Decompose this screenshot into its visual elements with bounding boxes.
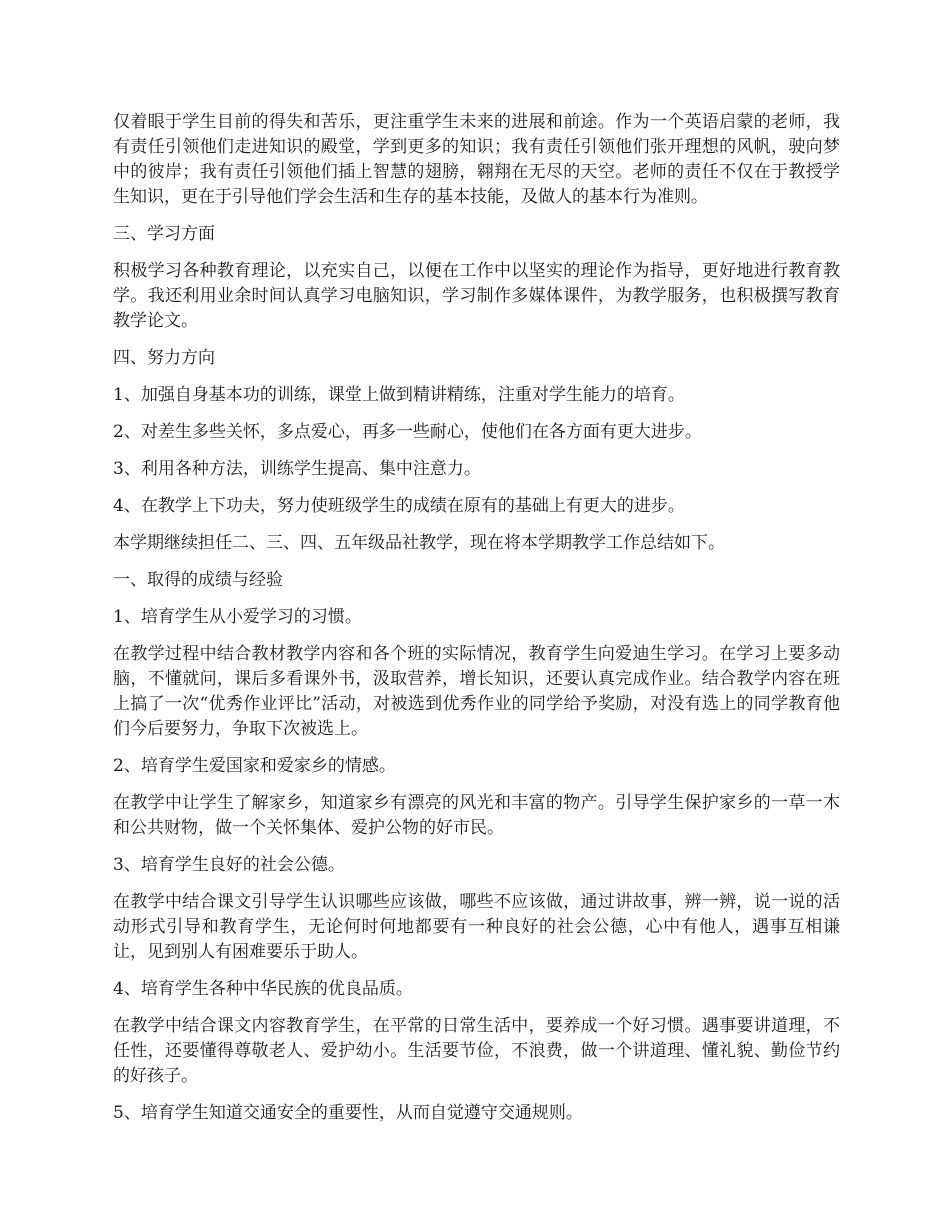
list-item-effort-2: 2、对差生多些关怀，多点爱心，再多一些耐心，使他们在各方面有更大进步。 [113, 422, 702, 442]
list-item-effort-4: 4、在教学上下功夫，努力使班级学生的成绩在原有的基础上有更大的进步。 [113, 496, 685, 516]
heading-achievements: 一、取得的成绩与经验 [113, 570, 283, 590]
list-item-effort-1: 1、加强自身基本功的训练，课堂上做到精讲精练，注重对学生能力的培育。 [113, 385, 685, 405]
paragraph-semester-intro: 本学期继续担任二、三、四、五年级品社教学，现在将本学期教学工作总结如下。 [113, 533, 725, 553]
paragraph-achievement-2: 在教学中让学生了解家乡，知道家乡有漂亮的风光和丰富的物产。引导学生保护家乡的一草一木和公共财物，做一个关怀集体、爱护公物的好市民。 [113, 793, 840, 838]
subheading-achievement-5: 5、培育学生知道交通安全的重要性，从而自觉遵守交通规则。 [113, 1103, 583, 1123]
paragraph-achievement-4: 在教学中结合课文内容教育学生，在平常的日常生活中，要养成一个好习惯。遇事要讲道理，不任性，还要懂得尊敬老人、爱护幼小。生活要节俭，不浪费，做一个讲道理、懂礼貌、勤俭节约的好孩子。 [113, 1016, 840, 1086]
paragraph-study: 积极学习各种教育理论，以充实自己，以便在工作中以坚实的理论作为指导，更好地进行教育教学。我还利用业余时间认真学习电脑知识，学习制作多媒体课件，为教学服务，也积极撰写教育教学论文。 [113, 261, 840, 331]
paragraph-intro-continuation: 仅着眼于学生目前的得失和苦乐，更注重学生未来的进展和前途。作为一个英语启蒙的老师，我有责任引领他们走进知识的殿堂，学到更多的知识；我有责任引领他们张开理想的风帆，驶向梦中的彼岸；我有责任引领他们插上智慧的翅膀，翱翔在无尽的天空。老师的责任不仅在于教授学生知识，更在于引导他们学会生活和生存的基本技能，及做人的基本行为准则。 [113, 112, 840, 207]
subheading-achievement-1: 1、培育学生从小爱学习的习惯。 [113, 607, 362, 627]
heading-study-aspect: 三、学习方面 [113, 224, 215, 244]
list-item-effort-3: 3、利用各种方法，训练学生提高、集中注意力。 [113, 459, 481, 479]
heading-effort-direction: 四、努力方向 [113, 348, 215, 368]
subheading-achievement-2: 2、培育学生爱国家和爱家乡的情感。 [113, 756, 396, 776]
subheading-achievement-3: 3、培育学生良好的社会公德。 [113, 855, 345, 875]
paragraph-achievement-3: 在教学中结合课文引导学生认识哪些应该做，哪些不应该做，通过讲故事，辨一辨，说一说的活动形式引导和教育学生，无论何时何地都要有一种良好的社会公德，心中有他人，遇事互相谦让，见到别人有困难要乐于助人。 [113, 892, 840, 962]
paragraph-achievement-1: 在教学过程中结合教材教学内容和各个班的实际情况，教育学生向爱迪生学习。在学习上要多动脑，不懂就问，课后多看课外书，汲取营养，增长知识，还要认真完成作业。结合教学内容在班上搞了一次“优秀作业评比”活动，对被选到优秀作业的同学给予奖励，对没有选上的同学教育他们今后要努力，争取下次被选上。 [113, 644, 840, 739]
subheading-achievement-4: 4、培育学生各种中华民族的优良品质。 [113, 979, 413, 999]
document-page [113, 110, 840, 1138]
